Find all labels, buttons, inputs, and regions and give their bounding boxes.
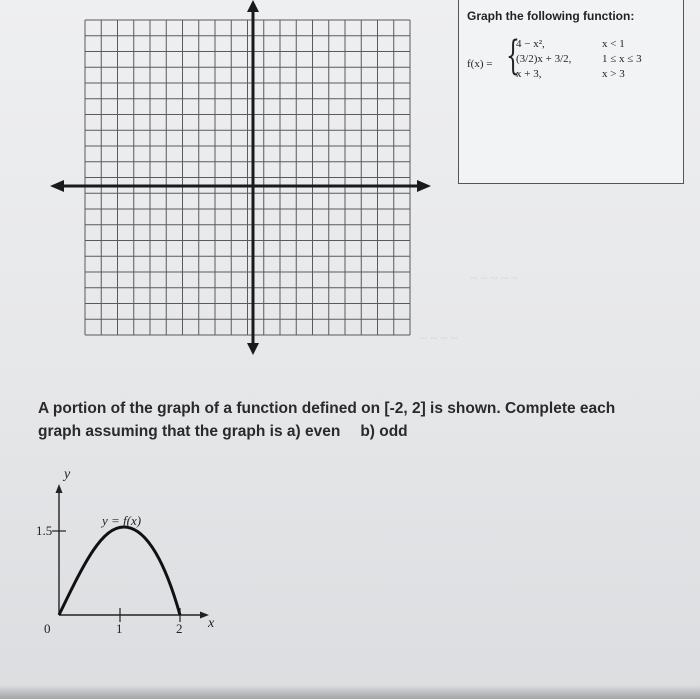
x-axis-left-arrow <box>50 180 64 192</box>
task-title: Graph the following function: <box>467 9 635 23</box>
portion-y-axis-label: y <box>64 467 71 482</box>
piece-1-expression: 4 − x², <box>516 38 545 50</box>
portion-graph <box>30 465 230 645</box>
page-edge-shadow <box>0 685 700 699</box>
instructions-line-1: A portion of the graph of a function defined on [-2, 2] is shown. Complete each <box>38 400 616 417</box>
y-axis-top-arrow <box>247 0 259 12</box>
piece-3-expression: x + 3, <box>516 68 542 80</box>
piece-2-condition: 1 ≤ x ≤ 3 <box>602 53 642 65</box>
coordinate-grid <box>50 0 440 360</box>
function-label: f(x) = <box>467 58 493 70</box>
portion-x-tick-label-2: 2 <box>176 621 183 636</box>
instructions <box>38 397 678 443</box>
portion-curve <box>59 527 180 615</box>
portion-x-axis-label: x <box>208 616 215 631</box>
portion-y-tick-label: 1.5 <box>36 523 53 538</box>
bleed-through-text: ~ ~ ~ ~ ~ <box>470 270 519 285</box>
instructions-option-a: graph assuming that the graph is a) even <box>38 423 341 440</box>
bleed-through-text: ~ ~ ~ ~ <box>420 330 458 345</box>
y-axis-bottom-arrow <box>247 343 259 355</box>
piece-3-condition: x > 3 <box>602 68 625 80</box>
piece-2-expression: (3/2)x + 3/2, <box>516 53 572 65</box>
task-box <box>458 0 684 184</box>
x-axis-right-arrow <box>417 180 431 192</box>
instructions-option-b: b) odd <box>360 423 408 440</box>
piece-1-condition: x < 1 <box>602 38 625 50</box>
portion-curve-label: y = f(x) <box>102 513 142 528</box>
instructions-line-2 <box>38 420 678 443</box>
portion-x-tick-label-0: 0 <box>44 621 51 636</box>
grid-lines <box>85 20 410 335</box>
piecewise-brace: { <box>506 33 520 79</box>
portion-y-axis-arrow <box>56 484 63 493</box>
portion-x-tick-label-1: 1 <box>116 621 123 636</box>
